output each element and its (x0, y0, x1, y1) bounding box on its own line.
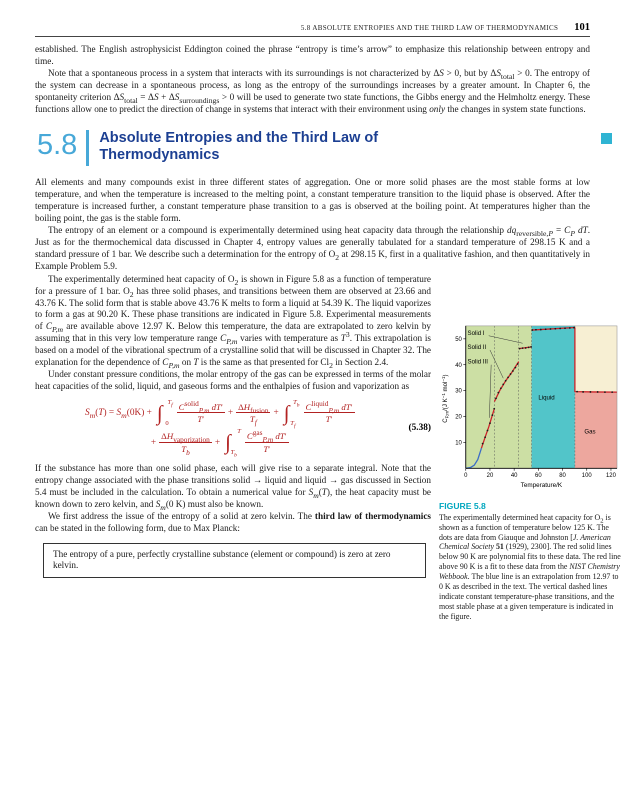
svg-text:Temperature/K: Temperature/K (520, 481, 563, 489)
third-law-statement-box (43, 543, 426, 579)
svg-text:100: 100 (581, 472, 592, 479)
svg-text:Solid III: Solid III (467, 358, 488, 366)
integral-sign: ∫ (225, 430, 231, 455)
text-column (35, 274, 431, 622)
svg-text:40: 40 (510, 472, 518, 479)
figure-caption: The experimentally determined heat capacity for $O_2$ is shown as a function of temperature below 125 K. The dots are data from Giauque and Johnston [J. American Chemical Society 51 (1929), 2300]. The red solid lines below 90 K are polynomial fits to these data. The red line above 90 K is a fit to these data from the NIST Chemistry Webbook. The blue line is an extrapolation from 12.97 to 0 K as described in the text. The vertical dashed lines indicate constant temperature-phase transitions, and the most stable phase at a given temperature is indicated in the figure. (439, 512, 621, 621)
equation-line-2 (150, 428, 289, 459)
fraction-gas-heat-capacity: $\frac{C^{gas}_{P,m} dT'}{T'}$ (246, 428, 287, 454)
equation-5-38 (35, 398, 431, 459)
page-header (0, 0, 626, 37)
svg-text:120: 120 (606, 472, 616, 479)
plus-operator: + (273, 408, 279, 419)
fraction-fusion-enthalpy: $\frac{\Delta H_{fusion}}{T_f}$ (238, 401, 269, 427)
svg-text:10: 10 (455, 440, 462, 447)
integral-0-to-Tf: ∫ $T_f$ 0 (156, 398, 173, 427)
section-number: 5.8 (37, 129, 78, 162)
svg-text:Solid I: Solid I (467, 329, 485, 337)
svg-text:80: 80 (559, 472, 566, 479)
integral-Tb-to-T: ∫ T $T_b$ (225, 428, 241, 459)
svg-text:Gas: Gas (584, 428, 596, 436)
paragraph-spontaneous-process: Note that a spontaneous process in a system that interacts with its surroundings is not characterized by ΔS > 0, but by $\Delta S_{total} > 0$. The entropy of the system can decrease in a spontaneous process, as long as the entropy of the surroundings increases by a greater amount. In Chapter 6, the spontaneity criterion $\Delta S_{total} = \Delta S + \Delta S_{surroundings} > 0$ will be used to generate two state functions, the Gibbs energy and the Helmholtz energy. These functions allow one to predict the direction of change in systems that interact with their environment using only the changes in system state functions. (35, 67, 590, 114)
paragraph-entropy-determination: The entropy of an element or a compound is experimentally determined using heat capacity data through the relationship $dq_{reversible,P} = C_P$ dT. Just as for the thermochemical data discussed in Chapter 4, entropy values are generally tabulated for a standard temperature of 298.15 K and a standard pressure of 1 bar. We describe such a determination for the entropy of $O_2$ at 298.15 K, first in a qualitative fashion, and then quantitatively in Example Problem 5.9. (35, 225, 591, 271)
svg-text:CP,m/(J K−1 mol−1): $C_{P,m}/(J$ $K^{-1}$ mol$^{-1}$) (440, 374, 450, 423)
page-number: 101 (574, 22, 590, 33)
figure-chart (439, 318, 623, 492)
paragraph-third-law-intro: We first address the issue of the entropy of a solid at zero kelvin. The third law of thermodynamics can be stated in the following form, due to Max Planck: (35, 510, 432, 533)
plus-operator: + (227, 408, 234, 419)
svg-text:Solid II: Solid II (467, 343, 487, 351)
running-head-text: 5.8 ABSOLUTE ENTROPIES AND THE THIRD LAW OF THERMODYNAMICS (300, 24, 559, 32)
integral-Tf-to-Tb: ∫ $T_b$ $T_f$ (283, 398, 300, 429)
plus-operator: + (150, 437, 157, 448)
paragraph-heat-capacity-o2: The experimentally determined heat capacity of $O_2$ is shown in Figure 5.8 as a function of temperature for a pressure of 1 bar. $O_2$ has three solid phases, and transitions between them are observed at 23.66 and 43.76 K. The solid form that is stable above 43.76 K melts to form a liquid at 54.39 K. The liquid vaporizes to form a gas at 90.20 K. These phase transitions are indicated in Figure 5.8. Experimental measurements of $C_{P,m}$ are available above 12.97 K. Below this temperature, the data are extrapolated to zero kelvin by assuming that in this very low temperature range $C_{P,m}$ varies with temperature as $T^3$. This extrapolation is based on a model of the vibrational spectrum of a crystalline solid that will be discussed in Chapter 32. The explanation for the dependence of $C_{P,m}$ on T is the same as that presented for $Cl_2$ in Section 2.4. (35, 273, 432, 370)
plus-operator: + (214, 437, 221, 448)
equation-line-1 (84, 398, 355, 429)
fraction-vaporization-enthalpy: $\frac{\Delta H_{vaporization}}{T_b}$ (161, 431, 210, 457)
header-rule (35, 36, 590, 37)
svg-text:0: 0 (464, 472, 468, 479)
running-head (0, 22, 626, 33)
integral-sign: ∫ (156, 400, 163, 425)
paragraph-molar-entropy: Under constant pressure conditions, the molar entropy of the gas can be expressed in terms of the molar heat capacities of the solid, liquid, and gaseous forms and the enthalpies of fusion and vaporization as (35, 368, 431, 391)
section-heading (37, 130, 590, 166)
equation-body (35, 398, 405, 459)
fraction-solid-heat-capacity: $\frac{C^{solid}_{P,m} dT'}{T'}$ (178, 398, 223, 424)
fraction-liquid-heat-capacity: $\frac{C^{liquid}_{P,m} dT'}{T'}$ (305, 398, 353, 424)
svg-text:20: 20 (486, 472, 494, 479)
svg-text:20: 20 (455, 414, 462, 421)
equation-number: (5.38) (408, 422, 431, 433)
section-divider-bar (86, 130, 89, 166)
page-body (0, 44, 626, 622)
section-title: Absolute Entropies and the Third Law of Thermodynamics (99, 130, 379, 163)
paragraph-separate-integrals: If the substance has more than one solid phase, each will give rise to a separate integral. Note that the entropy change associated with the phase transitions solid → liquid and liquid → gas discussed in Section 5.4 must be included in the calculation. To obtain a numerical value for $S_m(T)$, the heat capacity must be known down to zero kelvin, and $S_m(0$ K) must also be known. (35, 463, 431, 512)
integral-sign: ∫ (283, 400, 290, 425)
paragraph-eddington: established. The English astrophysicist Eddington coined the phrase “entropy is time’s arrow” to emphasize this relationship between entropy and time. (35, 44, 590, 66)
section-marker-square (601, 133, 612, 144)
equation-lhs: $S_m(T) = S_m(0K)$ + (84, 408, 152, 420)
third-law-statement: The entropy of a pure, perfectly crystalline substance (element or compound) is zero at zero kelvin. (53, 548, 391, 571)
paragraph-states-of-aggregation: All elements and many compounds exist in three different states of aggregation. One or more solid phases are the most stable forms at low temperature, and when the temperature is increased to the melting point, a constant temperature transition to the liquid phase is observed. After the temperature is increased further, a constant temperature phase transition to a gas is observed at the boiling point. At temperatures higher than the boiling point, the gas is the stable form. (35, 177, 590, 224)
figure-column (439, 274, 623, 622)
svg-text:60: 60 (535, 472, 542, 479)
svg-text:Liquid: Liquid (538, 394, 555, 402)
svg-text:40: 40 (455, 362, 462, 369)
figure-label: FIGURE 5.8 (439, 500, 486, 511)
two-column-zone (35, 274, 623, 622)
svg-text:30: 30 (455, 388, 462, 395)
svg-text:50: 50 (455, 336, 462, 343)
